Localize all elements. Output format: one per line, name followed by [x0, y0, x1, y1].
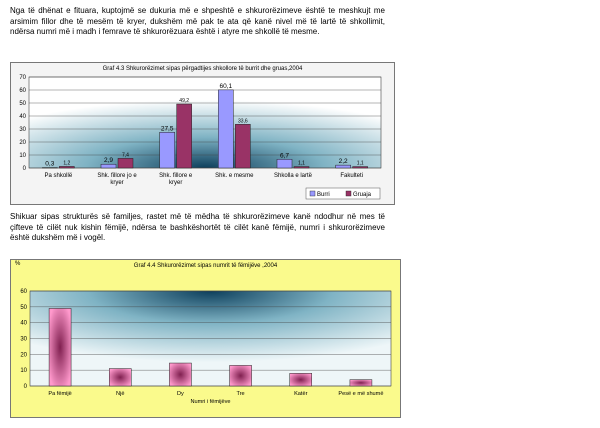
bar [350, 380, 372, 386]
x-tick-label: Shkolla e lartë [273, 173, 313, 179]
x-tick-label: Pesë e më shumë [338, 391, 384, 397]
paragraph-education: Nga të dhënat e fituara, kuptojmë se dukuria më e shpeshtë e shkurorëzimeve është te meshkujt me arsimim fillor dhe të mesëm të kryer, dukshëm më pak te ata që kanë nivel më të lartë të shkollimit, ndërsa numri më i madh i femrave të shkurorëzuara është i atyre me shkollë të mesme. [10, 6, 385, 36]
y-tick-label: 0 [23, 384, 27, 390]
bar-gruaja [353, 167, 368, 168]
y-tick-label: 40 [20, 320, 27, 327]
chart-title: Graf 4.3 Shkurorëzimet sipas përgadtijes shkollore të burrit dhe gruas,2004 [102, 66, 303, 72]
y-unit-label: % [15, 261, 21, 267]
y-tick-label: 10 [20, 368, 27, 375]
bar [290, 373, 312, 386]
x-tick-label: Shk. fillore jo e [97, 173, 137, 179]
data-label: 7,4 [122, 152, 129, 159]
bar-burri [101, 164, 116, 168]
x-tick-label: Katër [294, 391, 308, 397]
y-tick-label: 50 [20, 304, 27, 311]
chart-title: Graf 4.4 Shkurorëzimet sipas numrit të fëmijëve ,2004 [133, 263, 278, 269]
bar-gruaja [177, 104, 192, 168]
y-tick-label: 30 [20, 336, 27, 343]
x-tick-label: Shk. fillore e [159, 173, 193, 179]
x-tick-label: kryer [110, 180, 124, 186]
chart-education [10, 62, 395, 205]
y-tick-label: 40 [19, 114, 26, 120]
data-label: 2,2 [338, 158, 348, 166]
chart-children-svg [11, 260, 400, 417]
y-tick-label: 20 [20, 352, 27, 359]
y-tick-label: 70 [19, 75, 26, 81]
plot-area [29, 77, 381, 168]
y-tick-label: 0 [22, 166, 26, 172]
y-tick-label: 50 [19, 101, 26, 107]
x-tick-label: Tre [236, 391, 245, 397]
paragraph-family: Shikuar sipas strukturës së familjes, rastet më të mëdha të shkurorëzimeve kanë ndodhur në mes të çifteve të cilët nuk kishin fëmijë, ndërsa te bashkëshortët të cilët kanë fëmijë, numri i shkurorëzimeve është dukshëm më i vogël. [10, 212, 385, 242]
x-tick-label: Shk. e mesme [215, 173, 254, 179]
bar [49, 308, 71, 386]
bar [109, 369, 131, 386]
bar-burri [336, 165, 351, 168]
data-label: 60,1 [219, 82, 233, 90]
x-tick-label: Pa fëmijë [48, 391, 72, 397]
bar-gruaja [118, 158, 133, 168]
legend-label: Burri [317, 192, 330, 198]
data-label: 27,5 [160, 125, 174, 133]
y-tick-label: 60 [19, 88, 26, 94]
bar-burri [160, 132, 175, 168]
data-label: 6,7 [279, 152, 290, 160]
x-tick-label: kryer [168, 180, 183, 186]
data-label: 0,3 [45, 160, 55, 168]
bar-gruaja [235, 124, 250, 168]
y-tick-label: 30 [19, 127, 26, 133]
legend-label: Gruaja [353, 192, 372, 198]
chart-education-svg [11, 63, 394, 204]
data-label: 49,2 [179, 98, 190, 105]
legend-swatch [346, 191, 351, 196]
data-label: 1,1 [298, 160, 305, 167]
legend-swatch [310, 191, 315, 196]
y-tick-label: 20 [19, 140, 26, 146]
bar [169, 363, 191, 386]
data-label: 33,6 [237, 118, 248, 125]
bar [230, 365, 252, 386]
bar-gruaja [59, 166, 74, 168]
x-axis-title: Numri i fëmijëve [190, 399, 231, 405]
y-tick-label: 60 [20, 289, 27, 295]
data-label: 1,1 [356, 160, 364, 167]
x-tick-label: Një [116, 391, 125, 397]
bar-burri [218, 90, 233, 168]
bar-gruaja [294, 167, 309, 168]
chart-children [10, 259, 401, 418]
y-tick-label: 10 [19, 153, 26, 159]
x-tick-label: Fakulteti [340, 173, 364, 179]
x-tick-label: Dy [176, 391, 184, 397]
x-tick-label: Pa shkollë [44, 173, 73, 179]
data-label: 2,9 [103, 157, 114, 165]
bar-burri [277, 159, 292, 168]
data-label: 1,2 [63, 160, 71, 167]
